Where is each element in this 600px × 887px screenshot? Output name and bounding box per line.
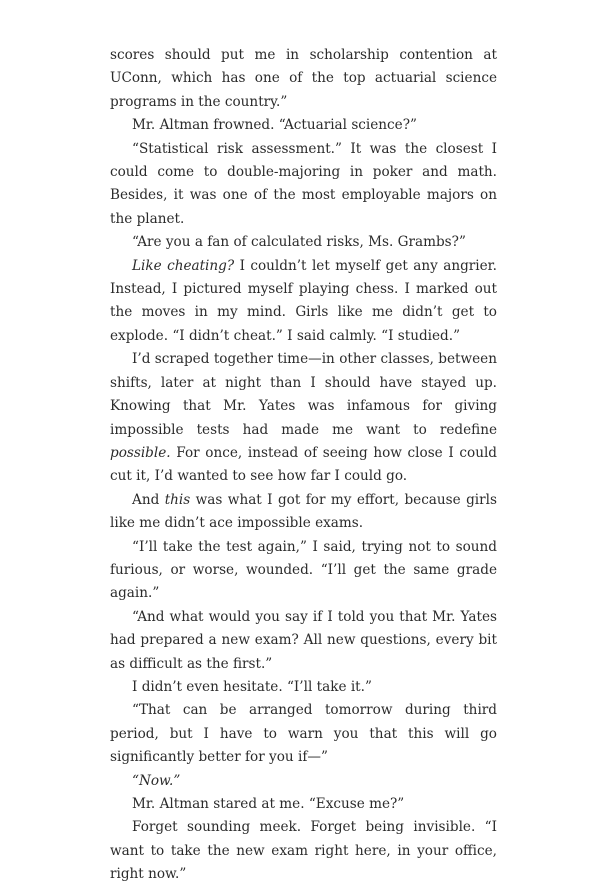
italic-text: Like cheating? — [132, 257, 235, 274]
paragraph — [110, 793, 497, 816]
text-run: “I’ll take the test again,” I said, trying not to sound furious, or worse, wounded. “I’ll get the same grade again.” — [110, 538, 497, 602]
paragraph — [110, 44, 497, 114]
text-run: I didn’t even hesitate. “I’ll take it.” — [132, 678, 372, 695]
paragraph — [110, 114, 497, 137]
italic-text: “Now.” — [132, 772, 181, 789]
paragraph — [110, 255, 497, 349]
paragraph — [110, 231, 497, 254]
text-run: I’d scraped together time—in other classes, between shifts, later at night than I should have stayed up. Knowing that Mr. Yates was infamous for giving impossible tests had made me want to redefine — [110, 351, 497, 438]
text-run: And — [132, 491, 165, 508]
italic-text: this — [164, 491, 191, 508]
text-run: “Are you a fan of calculated risks, Ms. Grambs?” — [132, 234, 466, 251]
text-run: “And what would you say if I told you that Mr. Yates had prepared a new exam? All new questions, every bit as difficult as the first.” — [110, 608, 497, 672]
italic-text: possible. — [110, 444, 171, 461]
paragraph — [110, 676, 497, 699]
paragraph — [110, 348, 497, 488]
paragraph — [110, 699, 497, 769]
text-run: For once, instead of seeing how close I could cut it, I’d wanted to see how far I could go. — [110, 444, 497, 485]
text-run: Forget sounding meek. Forget being invisible. “I want to take the new exam right here, in your office, right now.” — [110, 819, 497, 883]
body-text — [110, 44, 497, 887]
text-run: I couldn’t let myself get any angrier. Instead, I pictured myself playing chess. I marked out the moves in my mind. Girls like me didn’t get to explode. “I didn’t cheat.” I said calmly. “I studied.” — [110, 257, 497, 344]
text-run: Mr. Altman frowned. “Actuarial science?” — [132, 117, 417, 134]
paragraph — [110, 489, 497, 536]
text-run: Mr. Altman stared at me. “Excuse me?” — [132, 796, 405, 812]
text-run: “Statistical risk assessment.” It was the closest I could come to double-majoring in poker and math. Besides, it was one of the most employable majors on the planet. — [110, 140, 497, 227]
paragraph — [110, 606, 497, 676]
paragraph — [110, 816, 497, 886]
paragraph — [110, 138, 497, 232]
text-run: scores should put me in scholarship contention at UConn, which has one of the top actuarial science programs in the country.” — [110, 47, 497, 110]
text-run: “That can be arranged tomorrow during third period, but I have to warn you that this will go significantly better for you if—” — [110, 702, 497, 766]
paragraph — [110, 770, 497, 793]
text-run: was what I got for my effort, because girls like me didn’t ace impossible exams. — [110, 491, 497, 532]
paragraph — [110, 536, 497, 606]
